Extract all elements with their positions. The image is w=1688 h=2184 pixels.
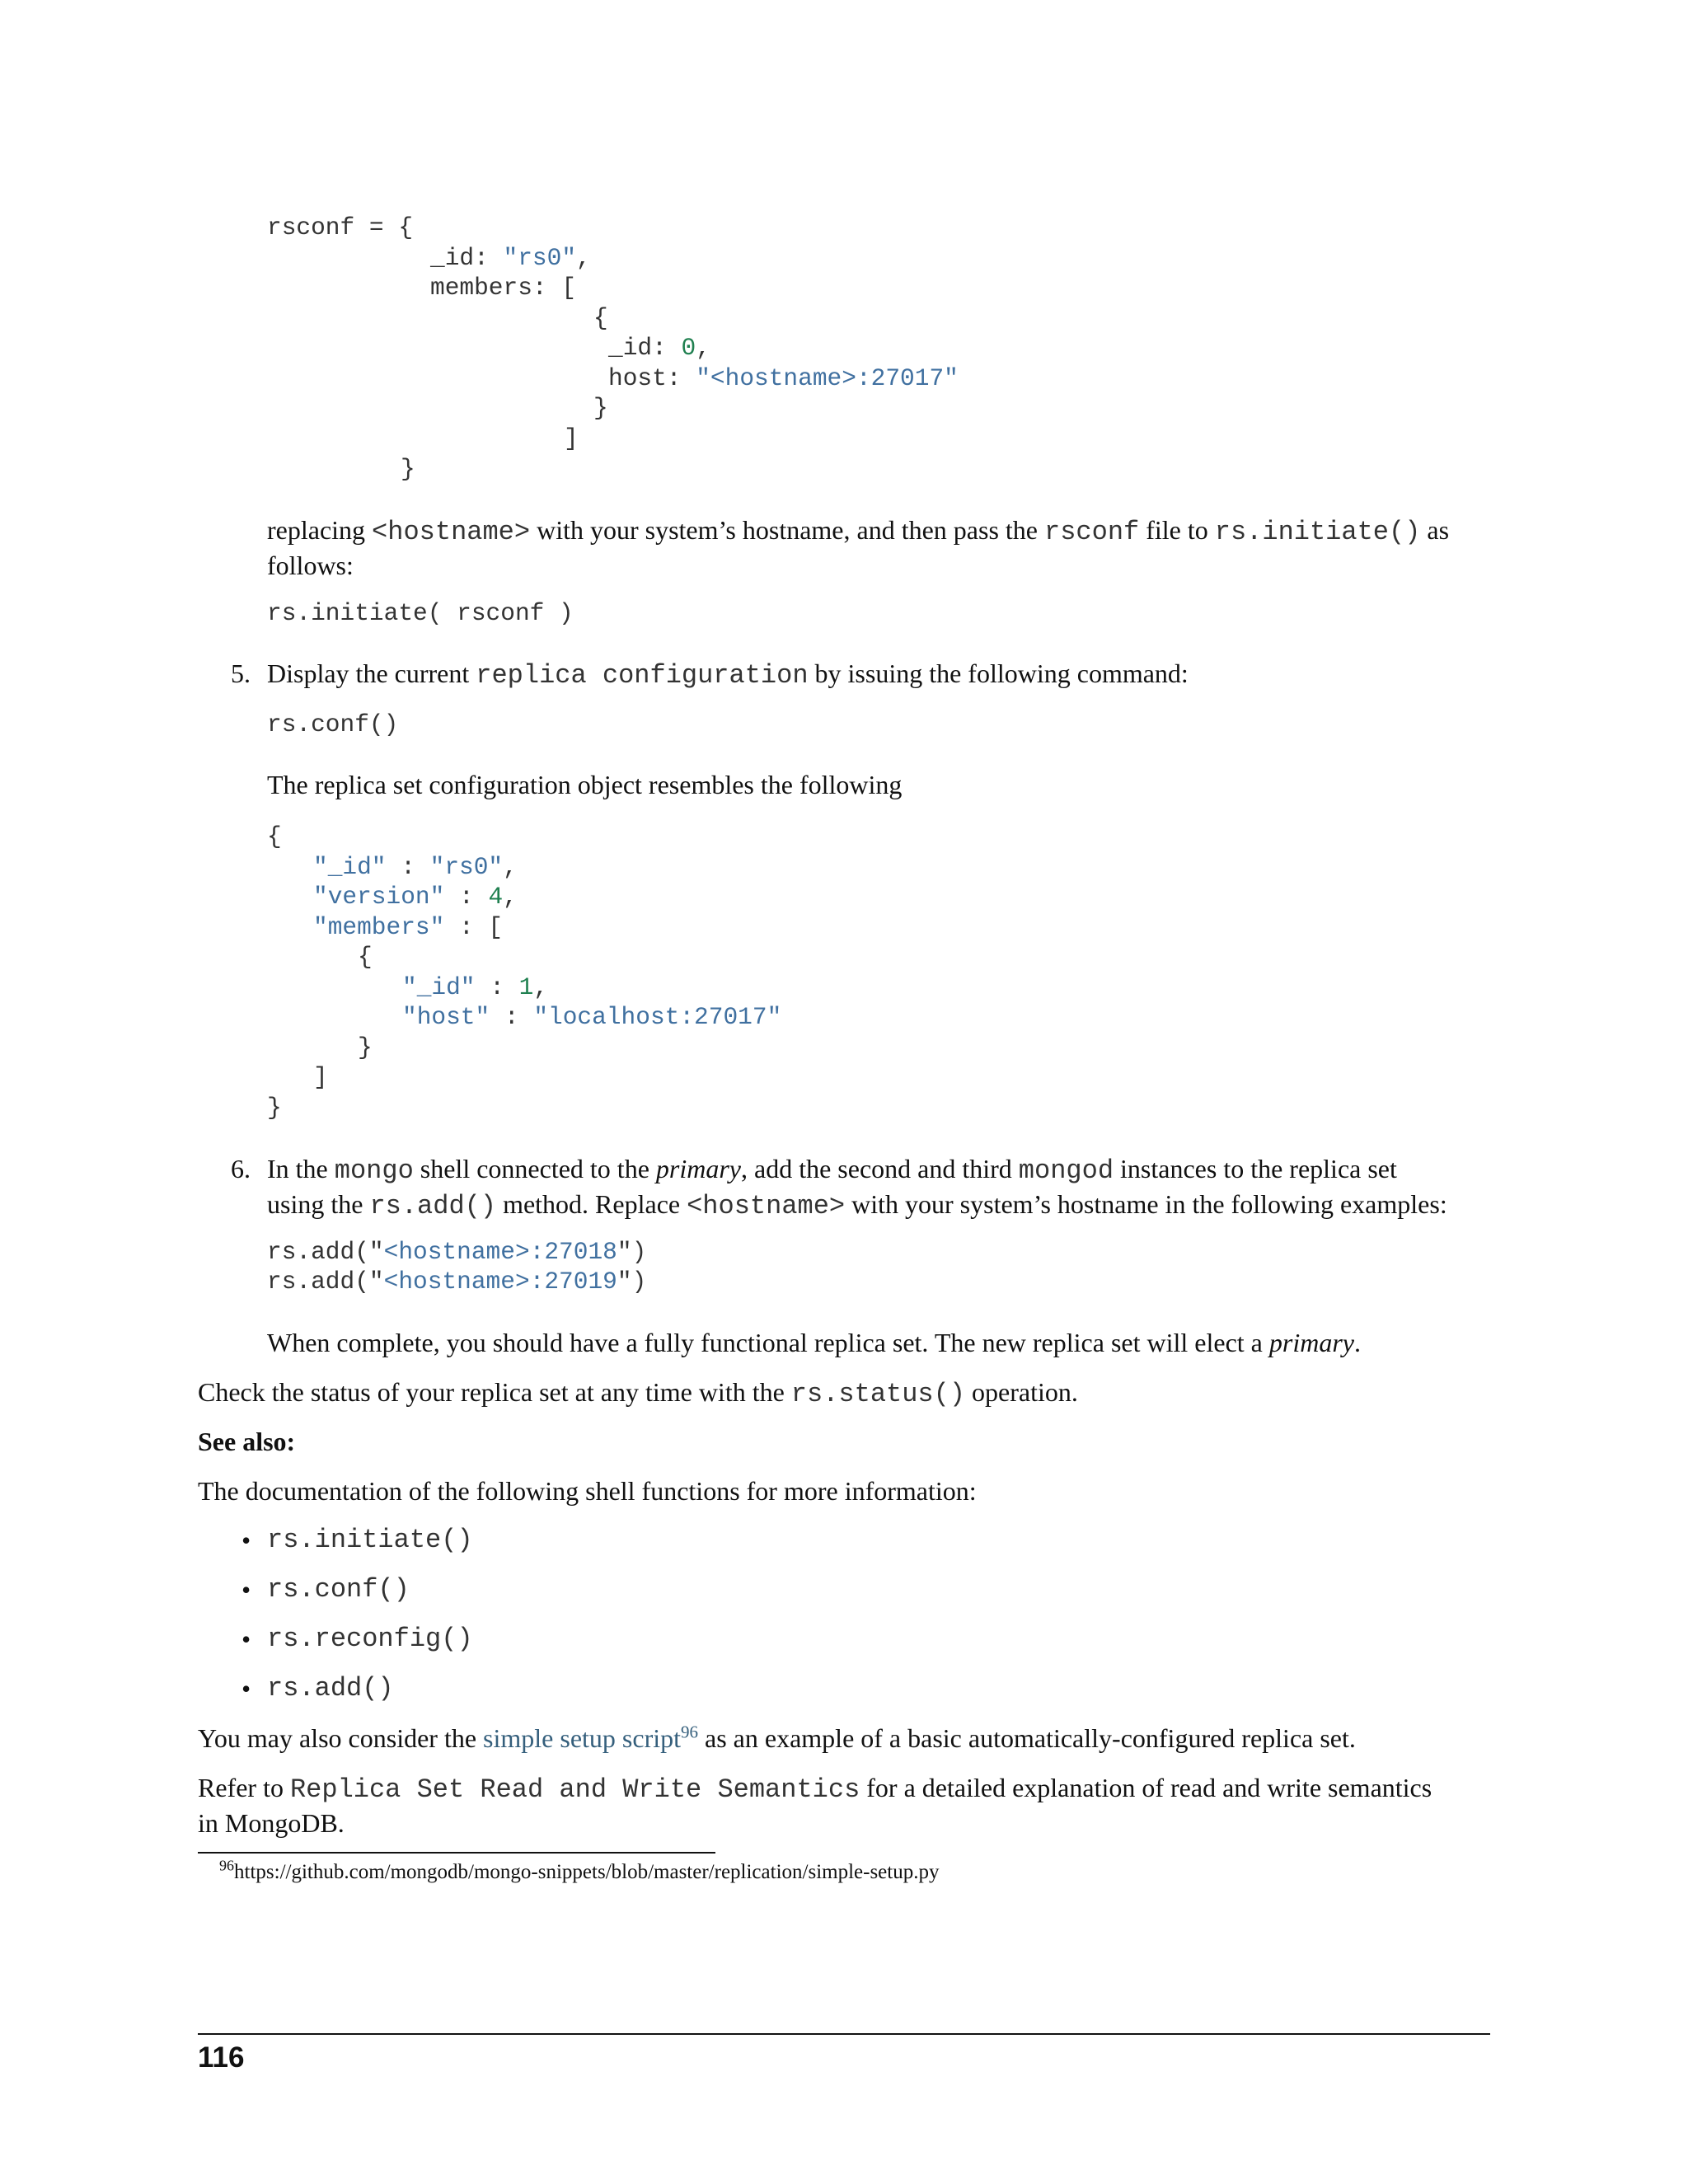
footnote-url[interactable]: https://github.com/mongodb/mongo-snippets/blob/master/replication/simple-setup.py — [234, 1861, 940, 1883]
paragraph-consider — [198, 1722, 1356, 1755]
code-line — [401, 454, 415, 485]
see-also-heading: See also: — [198, 1427, 296, 1456]
emphasis: primary — [655, 1154, 741, 1183]
code-line — [430, 273, 576, 303]
paragraph-replacing — [267, 513, 1490, 582]
code-text: rs.initiate( rsconf ) — [267, 599, 574, 627]
code-text: rs.add(" — [267, 1238, 384, 1266]
text: as — [1420, 515, 1450, 545]
code-line — [593, 303, 608, 334]
text: operation. — [965, 1377, 1078, 1407]
paragraph-when-complete — [267, 1326, 1361, 1359]
simple-setup-script-link[interactable]: simple setup script — [483, 1723, 682, 1753]
code-number: 4 — [488, 883, 504, 911]
code-key: "host" — [402, 1003, 490, 1031]
code-number: 0 — [681, 334, 696, 362]
code-line — [608, 333, 710, 363]
code-key: "version" — [313, 883, 445, 911]
code-key: "members" — [313, 913, 445, 941]
text: In the — [267, 1154, 335, 1183]
code-text: , — [503, 883, 518, 911]
bullet-icon: • — [241, 1526, 251, 1555]
step-5-text — [267, 657, 1490, 692]
inline-code: replica configuration — [476, 660, 809, 691]
text: using the — [267, 1189, 370, 1219]
text: instances to the replica set — [1114, 1154, 1397, 1183]
emphasis: primary — [1268, 1328, 1354, 1357]
code-text: ") — [617, 1268, 647, 1296]
code-text: } — [593, 394, 608, 422]
text: follows: — [267, 551, 354, 580]
code-line — [608, 363, 959, 394]
text: with your system’s hostname in the following examples: — [845, 1189, 1447, 1219]
code-line — [313, 1062, 328, 1093]
text: Refer to — [198, 1773, 290, 1802]
code-text: _id: — [430, 244, 504, 272]
code-line — [313, 882, 518, 912]
text: Display the current — [267, 658, 476, 688]
code-string: "rs0" — [429, 853, 504, 881]
list-item-link[interactable]: rs.initiate() — [267, 1525, 473, 1555]
list-marker: 5. — [231, 658, 251, 688]
bullet-icon: • — [241, 1575, 251, 1605]
code-block-initiate — [267, 598, 574, 629]
code-line — [267, 1093, 282, 1123]
code-line — [358, 942, 373, 972]
footnote-rule — [198, 1852, 715, 1854]
code-number: 1 — [518, 973, 534, 1001]
footnote — [219, 1857, 940, 1885]
text: for a detailed explanation of read and write semantics — [860, 1773, 1432, 1802]
code-text: , — [696, 334, 710, 362]
code-line — [593, 393, 608, 424]
code-text: : — [386, 853, 430, 881]
read-write-semantics-link[interactable]: Replica Set Read and Write Semantics — [289, 1774, 860, 1805]
code-text: { — [593, 304, 608, 332]
text: , add the second and third — [741, 1154, 1019, 1183]
code-key: "_id" — [402, 973, 476, 1001]
code-text: : — [490, 1003, 534, 1031]
code-text: rsconf = { — [267, 213, 414, 241]
code-line-add-1 — [267, 1237, 646, 1268]
code-line — [313, 912, 503, 943]
inline-code: mongo — [334, 1155, 414, 1186]
code-text: , — [533, 973, 549, 1001]
footnote-ref[interactable]: 96 — [681, 1722, 699, 1742]
inline-code: <hostname> — [687, 1191, 846, 1221]
text: Check the status of your replica set at any time with the — [198, 1377, 791, 1407]
code-text: : — [444, 883, 489, 911]
list-item-link[interactable]: rs.conf() — [267, 1574, 410, 1605]
code-text: } — [358, 1033, 373, 1062]
code-line — [564, 424, 579, 454]
code-string: <hostname>:27019 — [383, 1268, 617, 1296]
code-text: rs.add(" — [267, 1268, 384, 1296]
code-string: <hostname>:27018 — [383, 1238, 617, 1266]
code-line — [402, 972, 548, 1003]
code-text: { — [358, 943, 373, 971]
bullet-icon: • — [241, 1674, 251, 1704]
code-block-conf — [267, 710, 398, 740]
inline-code: mongod — [1018, 1155, 1114, 1186]
inline-code: rs.initiate() — [1214, 517, 1421, 547]
code-text: : [ — [444, 913, 504, 941]
code-text: , — [576, 244, 591, 272]
code-line — [358, 1033, 373, 1063]
code-key: "_id" — [313, 853, 387, 881]
inline-code: <hostname> — [372, 517, 531, 547]
text: . — [1353, 1328, 1361, 1357]
footnote-number: 96 — [219, 1857, 234, 1874]
text: file to — [1139, 515, 1215, 545]
code-line — [402, 1002, 781, 1033]
code-string: "<hostname>:27017" — [696, 364, 959, 392]
paragraph-doc-intro: The documentation of the following shell functions for more information: — [198, 1476, 977, 1506]
inline-code: rs.add() — [369, 1191, 497, 1221]
text: You may also consider the — [198, 1723, 484, 1753]
paragraph-check-status — [198, 1376, 1078, 1411]
list-marker: 6. — [231, 1154, 251, 1183]
paragraph-refer — [198, 1771, 1490, 1840]
paragraph-config-description: The replica set configuration object resembles the following — [267, 770, 903, 799]
text: as an example of a basic automatically-configured replica set. — [698, 1723, 1356, 1753]
code-text: ") — [617, 1238, 647, 1266]
step-6-text — [267, 1152, 1490, 1223]
code-line — [267, 213, 413, 243]
page-number: 116 — [198, 2041, 245, 2074]
code-text: : — [475, 973, 519, 1001]
inline-code: rsconf — [1044, 517, 1140, 547]
code-line — [267, 822, 282, 852]
text: shell connected to the — [413, 1154, 656, 1183]
text: replacing — [267, 515, 373, 545]
code-text: _id: — [608, 334, 682, 362]
code-text: host: — [608, 364, 696, 392]
code-line — [430, 243, 591, 274]
code-line — [313, 852, 518, 883]
text: in MongoDB. — [198, 1808, 345, 1838]
inline-code: rs.status() — [790, 1379, 966, 1409]
code-string: "rs0" — [503, 244, 577, 272]
code-text: ] — [313, 1063, 328, 1091]
code-text: { — [267, 823, 282, 851]
code-text: } — [401, 455, 415, 483]
footer-rule — [198, 2033, 1490, 2035]
code-line-add-2 — [267, 1267, 646, 1297]
code-text: rs.conf() — [267, 710, 399, 738]
text: method. Replace — [496, 1189, 687, 1219]
text: by issuing the following command: — [808, 658, 1189, 688]
bullet-icon: • — [241, 1624, 251, 1654]
text: with your system’s hostname, and then pass the — [530, 515, 1044, 545]
list-item-link[interactable]: rs.reconfig() — [267, 1624, 473, 1654]
list-item-link[interactable]: rs.add() — [267, 1673, 394, 1704]
code-string: "localhost:27017" — [533, 1003, 782, 1031]
code-text: , — [503, 853, 518, 881]
text: When complete, you should have a fully functional replica set. The new replica set will elect a — [267, 1328, 1269, 1357]
code-text: members: [ — [430, 274, 577, 302]
code-text: } — [267, 1094, 282, 1122]
code-text: ] — [564, 424, 579, 452]
